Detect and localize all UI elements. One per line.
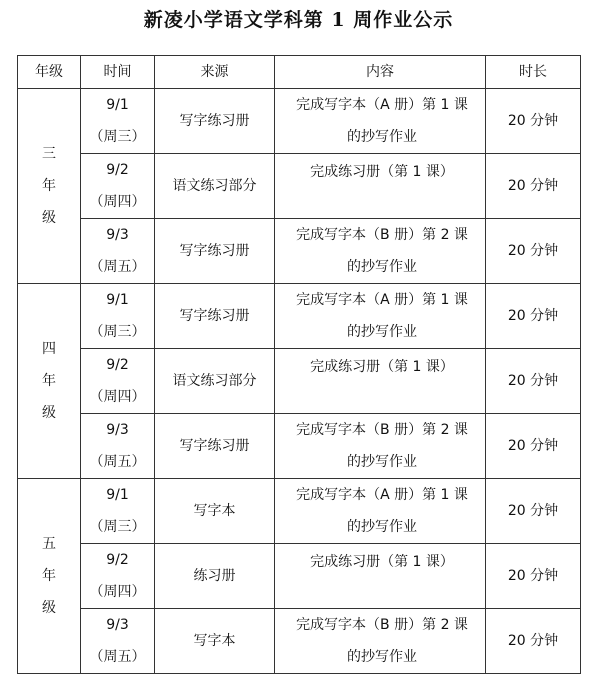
duration-cell: 20 分钟 [486, 219, 581, 284]
date-value: 9/1 [106, 487, 129, 503]
date-cell [81, 479, 155, 544]
date-value: 9/3 [106, 617, 129, 633]
table-row [18, 154, 581, 219]
table-row [18, 284, 581, 349]
date-value: 9/2 [106, 162, 129, 178]
header-source: 来源 [155, 56, 275, 89]
weekday-value: （周五） [89, 649, 146, 665]
content-line-2: 的抄写作业 [347, 324, 417, 340]
source-cell: 写字练习册 [155, 219, 275, 284]
grade-cell [18, 89, 81, 284]
grade-cell [18, 284, 81, 479]
content-line-1: 完成写字本（B 册）第 2 课 [296, 617, 468, 633]
content-line-2: 的抄写作业 [347, 259, 417, 275]
date-cell [81, 219, 155, 284]
grade-label-char: 年 [42, 373, 56, 389]
date-cell [81, 154, 155, 219]
source-cell: 语文练习部分 [155, 154, 275, 219]
header-content: 内容 [275, 56, 486, 89]
header-grade: 年级 [18, 56, 81, 89]
duration-cell: 20 分钟 [486, 284, 581, 349]
content-line-1: 完成练习册（第 1 课） [310, 554, 454, 570]
weekday-value: （周四） [89, 584, 146, 600]
content-line-2: 的抄写作业 [347, 649, 417, 665]
weekday-value: （周三） [89, 519, 146, 535]
weekday-value: （周三） [89, 324, 146, 340]
homework-table [17, 55, 581, 674]
content-line-1: 完成写字本（B 册）第 2 课 [296, 422, 468, 438]
source-cell: 写字练习册 [155, 89, 275, 154]
duration-cell: 20 分钟 [486, 349, 581, 414]
content-cell [275, 284, 486, 349]
content-line-2: 的抄写作业 [347, 454, 417, 470]
grade-cell [18, 479, 81, 674]
content-line-2: 的抄写作业 [347, 519, 417, 535]
date-value: 9/3 [106, 227, 129, 243]
content-cell [275, 414, 486, 479]
date-value: 9/2 [106, 552, 129, 568]
source-cell: 练习册 [155, 544, 275, 609]
content-cell [275, 89, 486, 154]
duration-cell: 20 分钟 [486, 479, 581, 544]
content-line-1: 完成练习册（第 1 课） [310, 164, 454, 180]
table-row [18, 89, 581, 154]
content-cell [275, 154, 486, 219]
content-line-1: 完成写字本（A 册）第 1 课 [296, 487, 468, 503]
source-cell: 写字本 [155, 479, 275, 544]
content-line-1: 完成写字本（A 册）第 1 课 [296, 97, 468, 113]
date-cell [81, 349, 155, 414]
content-cell [275, 219, 486, 284]
content-line-1: 完成练习册（第 1 课） [310, 359, 454, 375]
grade-label-char: 五 [42, 536, 56, 552]
date-cell [81, 414, 155, 479]
grade-label-char: 年 [42, 178, 56, 194]
weekday-value: （周五） [89, 454, 146, 470]
table-row [18, 544, 581, 609]
date-value: 9/1 [106, 292, 129, 308]
grade-label-char: 级 [42, 600, 56, 616]
weekday-value: （周四） [89, 194, 146, 210]
weekday-value: （周四） [89, 389, 146, 405]
grade-label-char: 级 [42, 210, 56, 226]
page-title: 新凌小学语文学科第 1 周作业公示 [143, 9, 454, 31]
date-value: 9/1 [106, 97, 129, 113]
table-header-row [18, 56, 581, 89]
grade-label-char: 级 [42, 405, 56, 421]
table-row [18, 349, 581, 414]
source-cell: 写字本 [155, 609, 275, 674]
duration-cell: 20 分钟 [486, 544, 581, 609]
content-line-1: 完成写字本（B 册）第 2 课 [296, 227, 468, 243]
date-value: 9/2 [106, 357, 129, 373]
date-value: 9/3 [106, 422, 129, 438]
content-cell [275, 544, 486, 609]
weekday-value: （周五） [89, 259, 146, 275]
table-row [18, 479, 581, 544]
grade-label-char: 三 [42, 146, 56, 162]
date-cell [81, 89, 155, 154]
date-cell [81, 609, 155, 674]
header-duration: 时长 [486, 56, 581, 89]
duration-cell: 20 分钟 [486, 89, 581, 154]
table-row [18, 609, 581, 674]
header-time: 时间 [81, 56, 155, 89]
weekday-value: （周三） [89, 129, 146, 145]
source-cell: 写字练习册 [155, 284, 275, 349]
content-line-2: 的抄写作业 [347, 129, 417, 145]
content-line-1: 完成写字本（A 册）第 1 课 [296, 292, 468, 308]
source-cell: 语文练习部分 [155, 349, 275, 414]
content-cell [275, 609, 486, 674]
content-cell [275, 479, 486, 544]
date-cell [81, 544, 155, 609]
grade-label-char: 四 [42, 341, 56, 357]
duration-cell: 20 分钟 [486, 414, 581, 479]
table-row [18, 414, 581, 479]
table-row [18, 219, 581, 284]
source-cell: 写字练习册 [155, 414, 275, 479]
duration-cell: 20 分钟 [486, 154, 581, 219]
date-cell [81, 284, 155, 349]
grade-label-char: 年 [42, 568, 56, 584]
content-cell [275, 349, 486, 414]
duration-cell: 20 分钟 [486, 609, 581, 674]
